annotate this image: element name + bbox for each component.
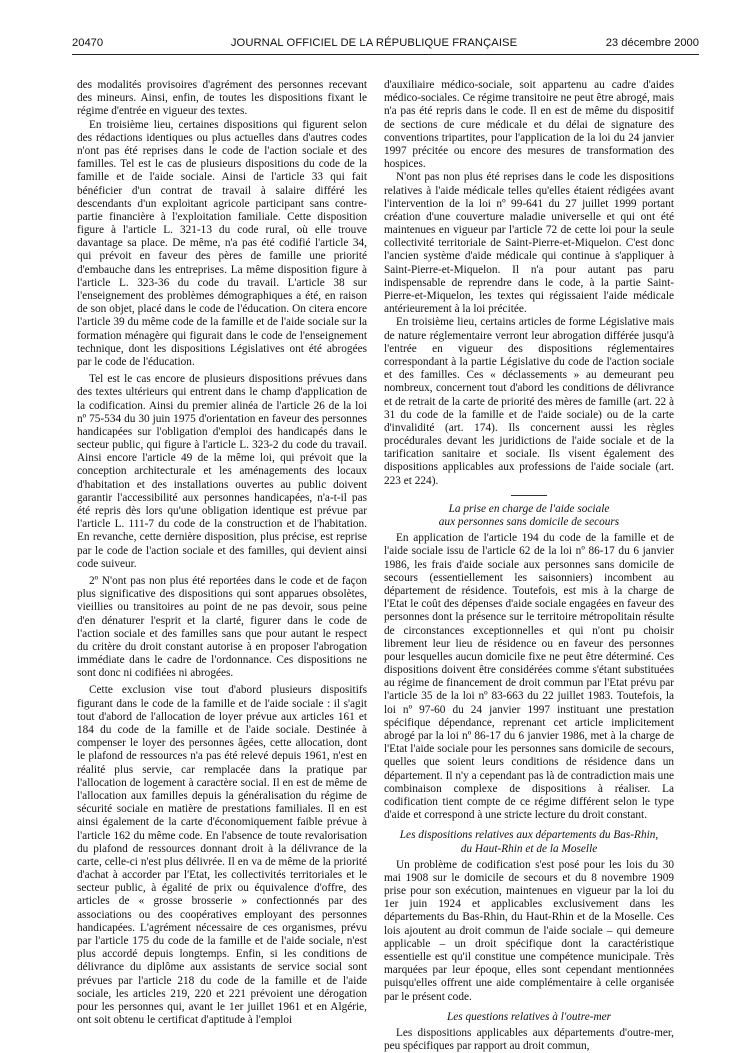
right-column — [384, 79, 674, 1053]
page-number: 20470 — [72, 37, 104, 49]
left-paragraph-1: des modalités provisoires d'agrément des personnes recevant des mineurs. Ainsi, enfin, de toutes les dispositions fixant le régime d'entrée en vigueur des textes. — [77, 79, 367, 118]
section-heading-overseas: Les questions relatives à l'outre-mer — [446, 1010, 612, 1023]
section-text-overseas: Les dispositions applicables aux départements d'outre-mer, peu spécifiques par rapport au droit commun, — [384, 1026, 674, 1053]
left-paragraph-3: Tel est le cas encore de plusieurs dispositions prévues dans des textes ultérieurs qui entrent dans le champ d'application de la codification. Ainsi du premier alinéa de l'article 26 de la loi nº 75-534 du 30 juin 1975 d'orientation en faveur des personnes handicapées sur l'obligation d'emploi des handicapés dans le secteur public, qui figure à l'article L. 323-2 du code du travail. Ainsi encore l'article 49 de la même loi, qui prévoit que la conception architecturale et les aménagements des locaux d'habitation et des installations ouvertes au public doivent garantir l'accessibilité aux personnes handicapées, n'a-t-il pas été repris dès lors qu'une obligation identique est prévue par l'article L. 111-7 du code de la construction et de l'habitation. En revanche, cette dernière disposition, plus précise, est reprise par le code de l'action sociale et des familles, qui devient ainsi code suiveur. — [77, 373, 367, 570]
section-heading-alsace-moselle-line1: Les dispositions relatives aux départements du Bas-Rhin, — [399, 829, 659, 842]
right-paragraph-1: d'auxiliaire médico-sociale, soit appartenu au cadre d'aides médico-sociales. Ce régime transitoire ne peut être abrogé, mais n'a pas été repris dans le code. Il en est de même du dispositif de sections de cure médicale et du délai de signature des conventions tripartites, pour l'application de la loi du 24 janvier 1997 précitée ou encore des mesures de transformation des hospices. — [384, 79, 674, 171]
journal-title: JOURNAL OFFICIEL DE LA RÉPUBLIQUE FRANÇAISE — [230, 37, 518, 49]
section-separator — [511, 495, 547, 496]
section-heading-alsace-moselle — [384, 829, 674, 855]
right-paragraph-2: N'ont pas non plus été reprises dans le code les dispositions relatives à l'aide médicale telles qu'elles étaient rédigées avant l'intervention de la loi nº 99-641 du 27 juillet 1999 portant création d'une couverture maladie universelle et qui ont été maintenues en vigueur par l'article 72 de cette loi pour la seule collectivité territoriale de Saint-Pierre-et-Miquelon. C'est donc l'ancien système d'aide médicale qui continue à s'appliquer à Saint-Pierre-et-Miquelon. Il n'a pour autant pas paru indispensable de reprendre dans le code, à la partie Saint-Pierre-et-Miquelon, les textes qui régissaient l'aide médicale antérieurement à la loi précitée. — [384, 171, 674, 316]
left-paragraph-5: Cette exclusion vise tout d'abord plusieurs dispositifs figurant dans le code de la famille et de l'aide sociale : il s'agit tout d'abord de l'allocation de loyer prévue aux articles 161 et 184 du code de la famille et de l'aide sociale. Destinée à compenser le loyer des personnes âgées, cette allocation, dont le plafond de ressources n'a pas été relevé depuis 1961, n'est en réalité plus servie, car remplacée dans la pratique par l'allocation de logement à caractère social. Il en est de même de l'allocation aux familles depuis la généralisation du régime de sécurité sociale en matière de prestations familiales. Il en est ainsi également de la carte d'économiquement faible prévue à l'article 162 du même code. En l'absence de toute revalorisation du plafond de ressources donnant droit à la délivrance de la carte, celle-ci n'est plus délivrée. Il en va de même de la priorité d'achat à accorder par l'Etat, les collectivités territoriales et le secteur public, à égalité de prix ou équivalence d'offre, des articles de « grosse brosserie » confectionnés par des associations ou des coopératives employant des personnes handicapées. L'agrément nécessaire de ces organismes, prévu par l'article 175 du code de la famille et de l'aide sociale, n'est plus accordé depuis longtemps. Enfin, si les conditions de délivrance du diplôme aux assistants de service social sont prévues par l'article 218 du code de la famille et de l'aide sociale, les articles 219, 220 et 221 prévoient une dérogation pour les personnes qui, avant le 1er juillet 1961 et en Algérie, ont soit obtenu le certificat d'aptitude à l'emploi — [77, 684, 367, 1027]
section-heading-alsace-moselle-line2: du Haut-Rhin et de la Moselle — [460, 842, 598, 855]
left-paragraph-4: 2º N'ont pas non plus été reportées dans le code et de façon plus significative des dispositions qui sont apparues obsolètes, vieillies ou transitoires au point de ne pas devoir, sous peine d'en dénaturer l'esprit et la clarté, figurer dans le code de l'action sociale et des familles sans que pour autant le respect du critère du droit constant autorise à en proposer l'abrogation immédiate dans le cadre de l'ordonnance. Ces dispositions ne sont donc ni codifiées ni abrogées. — [77, 574, 367, 680]
right-paragraph-3: En troisième lieu, certains articles de forme Législative mais de nature réglementaire verront leur abrogation différée jusqu'à l'entrée en vigueur des dispositions réglementaires correspondant à la partie Législative du code de l'action sociale et des familles. Ces « déclassements » au demeurant peu nombreux, concernent tout d'abord les conditions de délivrance et de retrait de la carte de priorité des mères de famille (art. 22 à 31 du code de la famille et de l'aide sociale) ou de la carte d'invalidité (art. 174). Ils concernent aussi les règles procédurales devant les juridictions de l'aide sociale et de la tarification sanitaire et sociale. Ils visent également des dispositions applicables aux professions de l'aide sociale (art. 223 et 224). — [384, 316, 674, 487]
section-text-alsace-moselle: Un problème de codification s'est posé pour les lois du 30 mai 1908 sur le domicile de secours et du 8 novembre 1909 prise pour son exécution, maintenues en vigueur par la loi du 1er juin 1924 et applicables exclusivement dans les départements du Bas-Rhin, du Haut-Rhin et de la Moselle. Ces lois ajoutent au droit commun de l'aide sociale – qui demeure applicable – un droit spécifique dont la caractéristique essentielle est qu'il constitue une compétence municipale. Très marquées par leur époque, elles sont cependant mentionnées puisqu'elles offrent une aide complémentaire à celle organisée par le présent code. — [384, 858, 674, 1003]
left-paragraph-2: En troisième lieu, certaines dispositions qui figurent selon des rédactions identiques ou plus actuelles dans d'autres codes n'ont pas été reprises dans le code de l'action sociale et des familles. Tel est le cas de plusieurs dispositions du code de la famille et de l'aide sociale. Ainsi de l'article 33 qui fait bénéficier d'un contrat de travail à salaire différé les descendants d'un exploitant agricole participant sans contre-partie financière à l'exploitation familiale. Cette disposition figure à l'article L. 321-13 du code rural, où elle trouve davantage sa place. De même, n'a pas été codifié l'article 34, qui prévoit en faveur des pères de famille une priorité d'embauche dans les entreprises. La même disposition figure à l'article L. 323-36 du code du travail. L'article 38 sur l'enseignement des problèmes démographiques a été, en raison de son objet, placé dans le code de l'éducation. On citera encore l'article 39 du même code de la famille et de l'aide sociale sur la formation ménagère qui figurait dans le code de l'enseignement technique, dont les dispositions Législatives ont été abrogées par le code de l'éducation. — [77, 118, 367, 368]
section-heading-homeless-aid-line2: aux personnes sans domicile de secours — [438, 516, 620, 528]
section-text-homeless-aid: En application de l'article 194 du code de la famille et de l'aide sociale issu de l'article 62 de la loi nº 86-17 du 6 janvier 1986, les frais d'aide sociale aux personnes sans domicile de secours (essentiellement les saisonniers) incombent au département de résidence. Toutefois, est mis à la charge de l'Etat le coût des dépenses d'aide sociale engagées en faveur des personnes dont la présence sur le territoire métropolitain résulte de circonstances exceptionnelles et qui n'ont pu choisir librement leur lieu de résidence ou en faveur des personnes pour lesquelles aucun domicile fixe ne peut être déterminé. Ces dispositions doivent être considérées comme s'étant substituées au régime de financement de droit commun par l'Etat prévu par l'article 35 de la loi nº 83-663 du 22 juillet 1983. Toutefois, la loi nº 97-60 du 24 janvier 1997 instituant une prestation spécifique dépendance, reprenant cet article implicitement abrogé par la loi nº 86-17 du 6 janvier 1986, met à la charge de l'Etat l'aide sociale pour les personnes sans domicile de secours, quelles que soient leurs conditions de résidence dans un département. Il n'y a cependant pas là de contradiction mais une combinaison complexe de dispositions à réaliser. La codification tient compte de ce régime différent selon le type d'aide et correspond à une stricte lecture du droit constant. — [384, 532, 674, 822]
left-column — [77, 79, 367, 1027]
publication-date: 23 décembre 2000 — [605, 37, 699, 49]
section-heading-homeless-aid-line1: La prise en charge de l'aide sociale — [448, 502, 610, 515]
header-rule — [72, 54, 699, 55]
section-heading-homeless-aid — [384, 503, 674, 529]
